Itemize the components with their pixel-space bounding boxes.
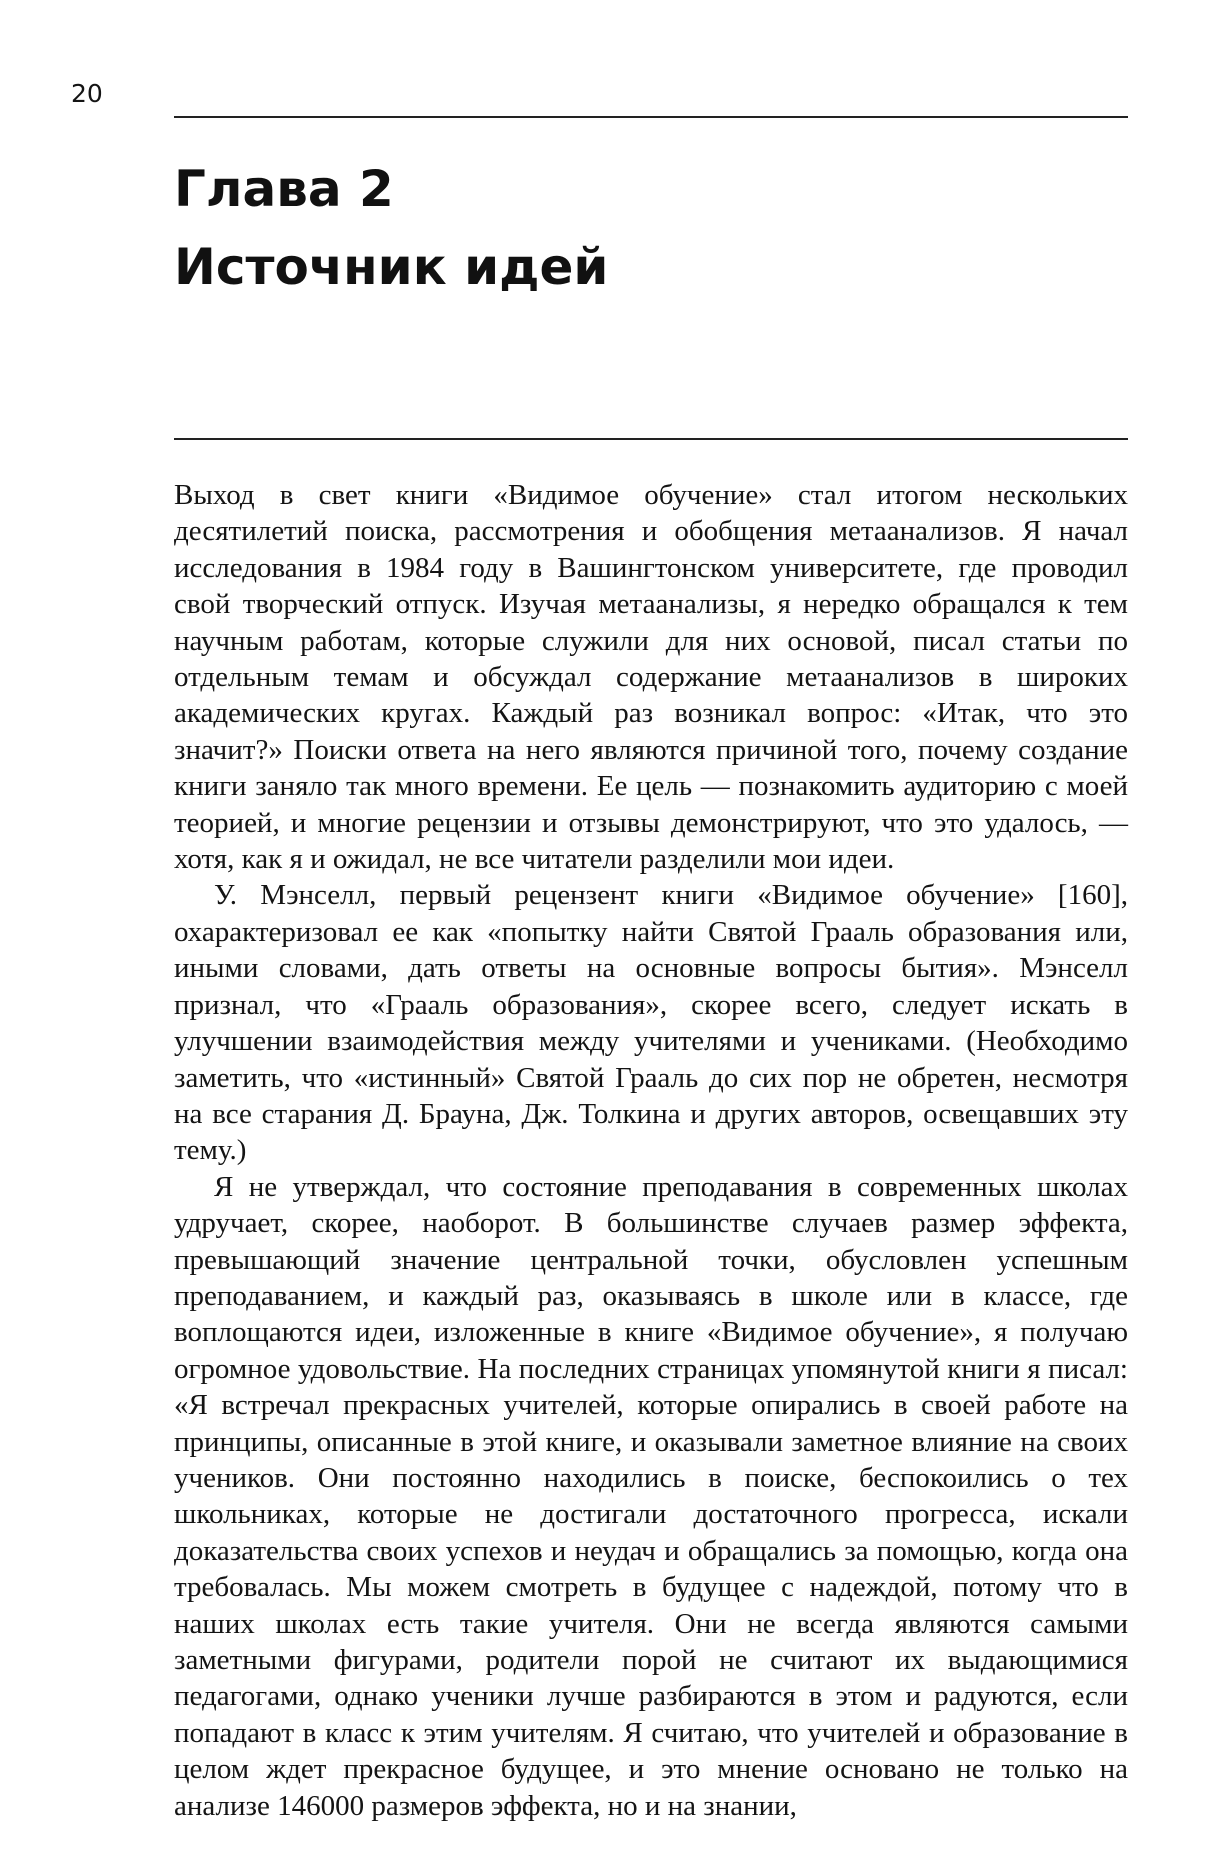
body-text — [174, 477, 1128, 1824]
chapter-heading — [174, 150, 608, 306]
paragraph-2: У. Мэнселл, первый рецензент книги «Видимое обучение» [160], охарактеризовал ее как «попытку найти Святой Грааль образования или, иными словами, дать ответы на основные вопросы бытия». Мэнселл признал, что «Грааль образования», скорее всего, следует искать в улучшении взаимодействия между учителями и учениками. (Необходимо заметить, что «истинный» Святой Грааль до сих пор не обретен, несмотря на все старания Д. Брауна, Дж. Толкина и других авторов, освещавших эту тему.) — [174, 879, 1128, 1167]
paragraph-3: Я не утверждал, что состояние преподавания в современных школах удручает, скорее, наоборот. В большинстве случаев размер эффекта, превышающий значение центральной точки, обусловлен успешным преподаванием, и каждый раз, оказываясь в школе или в классе, где воплощаются идеи, изложенные в книге «Видимое обучение», я получаю огромное удовольствие. На последних страницах упомянутой книги я писал: «Я встречал прекрасных учителей, которые опирались в своей работе на принципы, описанные в этой книге, и оказывали заметное влияние на своих учеников. Они постоянно находились в поиске, беспокоились о тех школьниках, которые не достигали достаточного прогресса, искали доказательства своих успехов и неудач и обращались за помощью, когда она требовалась. Мы можем смотреть в будущее с надеждой, потому что в наших школах есть такие учителя. Они не всегда являются самыми заметными фигурами, родители порой не считают их выдающимися педагогами, однако ученики лучше разбираются в этом и радуются, если попадают в класс к этим учителям. Я считаю, что учителей и образование в целом ждет прекрасное будущее, и это мнение основано не только на анализе 146000 размеров эффекта, но и на знании, — [174, 1170, 1128, 1822]
heading-bottom-rule — [174, 438, 1128, 440]
paragraph-1: Выход в свет книги «Видимое обучение» стал итогом нескольких десятилетий поиска, рассмотрения и обобщения метаанализов. Я начал исследования в 1984 году в Вашингтонском университете, где проводил свой творческий отпуск. Изучая метаанализы, я нередко обращался к тем научным работам, которые служили для них основой, писал статьи по отдельным темам и обсуждал содержание метаанализов в широких академических кругах. Каждый раз возникал вопрос: «Итак, что это значит?» Поиски ответа на него являются причиной того, почему создание книги заняло так много времени. Ее цель — познакомить аудиторию с моей теорией, и многие рецензии и отзывы демонстрируют, что это удалось, — хотя, как я и ожидал, не все читатели разделили мои идеи. — [174, 479, 1128, 876]
top-rule — [174, 116, 1128, 118]
chapter-title: Источник идей — [174, 238, 609, 296]
page-number: 20 — [71, 79, 103, 108]
chapter-label: Глава 2 — [174, 160, 394, 218]
